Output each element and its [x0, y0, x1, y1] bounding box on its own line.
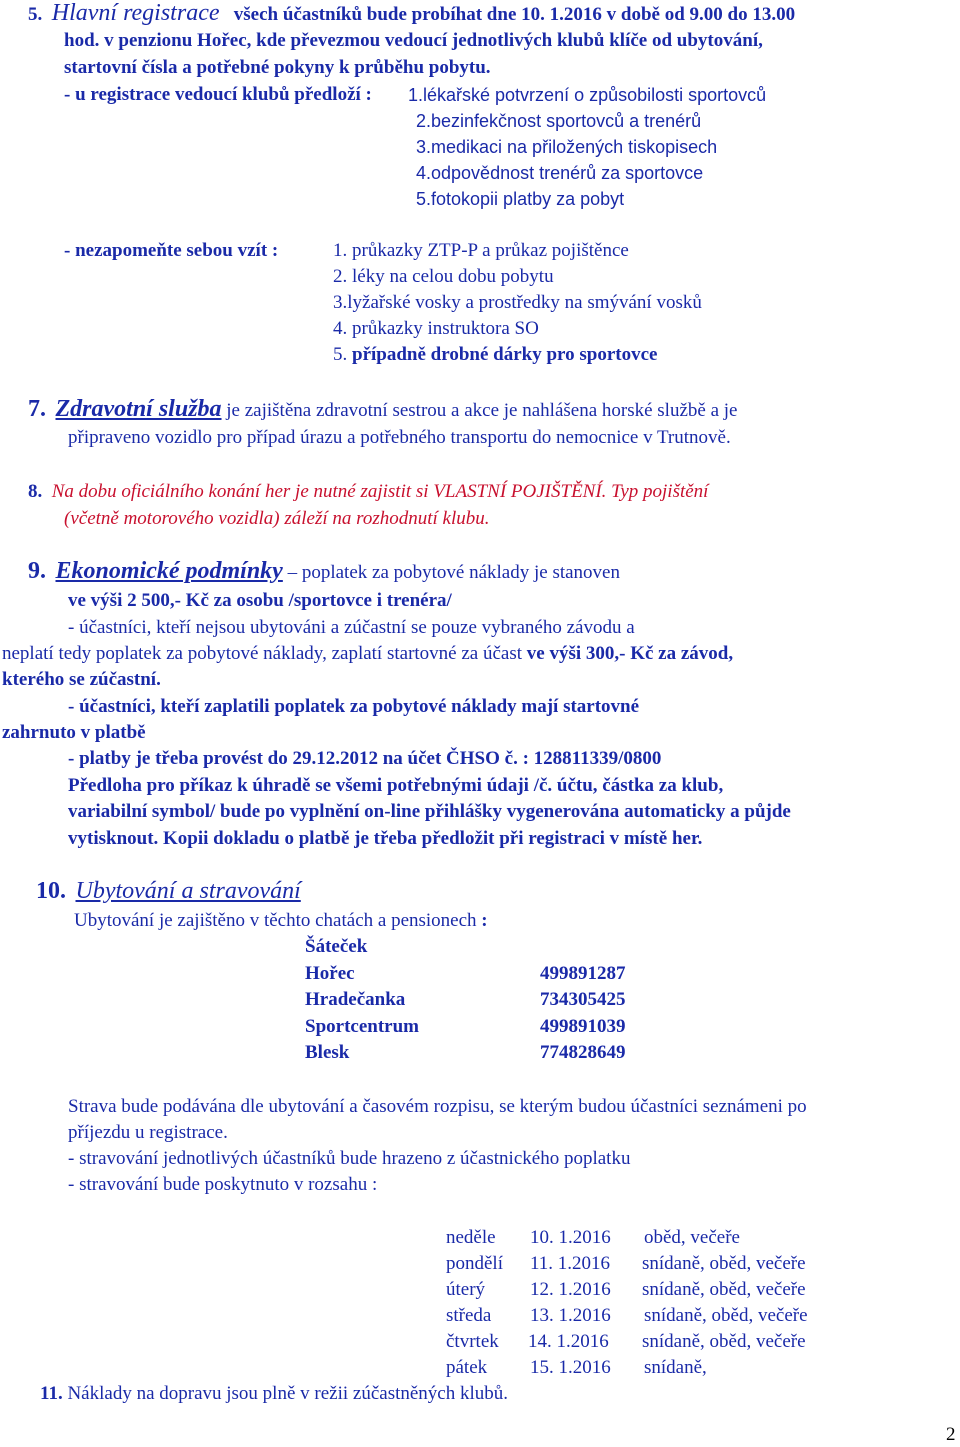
bring-item-5-text: případně drobné dárky pro sportovce: [352, 344, 658, 365]
section-5-line-3: startovní čísla a potřebné pokyny k průběhu pobytu.: [64, 57, 491, 78]
schedule-day: čtvrtek: [446, 1331, 499, 1352]
section-7-title: Zdravotní služba: [55, 396, 222, 422]
section-10-heading: [36, 880, 301, 904]
registration-item-4: 4.odpovědnost trenérů za sportovce: [416, 163, 704, 183]
schedule-date: 12. 1.2016: [530, 1279, 611, 1300]
hotel-phone: 774828649: [540, 1042, 626, 1063]
bring-item-2: 2. léky na celou dobu pobytu: [333, 266, 554, 287]
section-9-line-1: [28, 560, 620, 584]
hotel-name: Šáteček: [305, 936, 368, 957]
section-9-line-5: kterého se zúčastní.: [2, 669, 161, 690]
schedule-day: středa: [446, 1305, 492, 1326]
section-9-number: 9.: [28, 558, 46, 584]
food-line-2: příjezdu u registrace.: [68, 1122, 228, 1143]
section-9-line-2: ve výši 2 500,- Kč za osobu /sportovce i trenéra/: [68, 590, 452, 611]
schedule-meals: snídaně,: [644, 1357, 707, 1378]
section-10-intro-colon: :: [476, 910, 488, 931]
section-9-line-11: vytisknout. Kopii dokladu o platbě je třeba předložit při registraci v místě her.: [68, 828, 703, 849]
section-9-line-10: variabilní symbol/ bude po vyplnění on-line přihlášky vygenerována automaticky a půjde: [68, 801, 791, 822]
page-number: 2: [946, 1424, 956, 1445]
bring-label: - nezapomeňte sebou vzít :: [64, 240, 279, 261]
food-line-4: - stravování bude poskytnuto v rozsahu :: [68, 1174, 378, 1195]
bring-item-5-number: 5.: [333, 344, 348, 365]
schedule-date: 13. 1.2016: [530, 1305, 611, 1326]
bring-item-5: [333, 344, 657, 366]
schedule-date: 11. 1.2016: [530, 1253, 611, 1274]
hotel-name: Sportcentrum: [305, 1016, 419, 1037]
section-8-line-2: (včetně motorového vozidla) záleží na rozhodnutí klubu.: [64, 508, 490, 529]
bring-item-1: 1. průkazky ZTP-P a průkaz pojištěnce: [333, 240, 629, 261]
section-7-line-1: [28, 398, 737, 422]
schedule-date: 10. 1.2016: [530, 1227, 611, 1248]
hotel-phone: 499891287: [540, 963, 626, 984]
registration-item-1: 1.lékařské potvrzení o způsobilosti sportovců: [408, 85, 767, 105]
schedule-day: pondělí: [446, 1253, 503, 1274]
hotel-phone: 734305425: [540, 989, 626, 1010]
section-10-intro-text: Ubytování je zajištěno v těchto chatách a pensionech: [74, 910, 477, 931]
bring-item-4: 4. průkazky instruktora SO: [333, 318, 539, 339]
section-9-line-7: zahrnuto v platbě: [2, 722, 146, 743]
section-7-line-1-text: je zajištěna zdravotní sestrou a akce je nahlášena horské službě a je: [226, 400, 738, 421]
section-5-title: Hlavní registrace: [51, 0, 220, 26]
registration-label: - u registrace vedoucí klubů předloží :: [64, 84, 372, 105]
section-5-line-2: hod. v penzionu Hořec, kde převezmou vedoucí jednotlivých klubů klíče od ubytování,: [64, 30, 763, 51]
section-9-line-1-text: – poplatek za pobytové náklady je stanoven: [287, 562, 620, 583]
section-9-line-9: Předloha pro příkaz k úhradě se všemi potřebnými údaji /č. účtu, částka za klub,: [68, 775, 724, 796]
section-8-line-1-text: Na dobu oficiálního konání her je nutné zajistit si VLASTNÍ POJIŠTĚNÍ. Typ pojištění: [51, 481, 709, 502]
section-5-number: 5.: [28, 4, 43, 25]
section-8-line-1: [28, 481, 708, 503]
food-line-1: Strava bude podávána dle ubytování a časovém rozpisu, se kterým budou účastníci seznámeni po: [68, 1096, 807, 1117]
registration-item-2: 2.bezinfekčnost sportovců a trenérů: [416, 111, 702, 131]
schedule-meals: snídaně, oběd, večeře: [642, 1331, 806, 1352]
schedule-meals: snídaně, oběd, večeře: [644, 1305, 808, 1326]
section-7-number: 7.: [28, 396, 46, 422]
schedule-day: pátek: [446, 1357, 488, 1378]
schedule-date: 14. 1.2016: [528, 1331, 609, 1352]
section-9-line-6: - účastníci, kteří zaplatili poplatek za pobytové náklady mají startovné: [68, 696, 640, 717]
hotel-phone: 499891039: [540, 1016, 626, 1037]
schedule-meals: snídaně, oběd, večeře: [642, 1253, 806, 1274]
schedule-day: úterý: [446, 1279, 486, 1300]
schedule-day: neděle: [446, 1227, 496, 1248]
section-9-line-4: [2, 643, 733, 665]
schedule-meals: snídaně, oběd, večeře: [642, 1279, 806, 1300]
hotel-name: Hořec: [305, 963, 355, 984]
section-10-title: Ubytování a stravování: [75, 878, 301, 904]
section-9-line-3: - účastníci, kteří nejsou ubytováni a zúčastní se pouze vybraného závodu a: [68, 617, 635, 638]
bring-item-3: 3.lyžařské vosky a prostředky na smývání vosků: [333, 292, 702, 313]
schedule-meals: oběd, večeře: [644, 1227, 740, 1248]
section-11-number: 11.: [40, 1383, 63, 1404]
section-10-intro: [74, 910, 488, 932]
section-7-line-2: připraveno vozidlo pro případ úrazu a potřebného transportu do nemocnice v Trutnově.: [68, 427, 731, 448]
section-9-line-4-fee: ve výši 300,- Kč za závod,: [526, 643, 734, 664]
hotel-name: Hradečanka: [305, 989, 406, 1010]
section-8-number: 8.: [28, 481, 43, 502]
section-10-number: 10.: [36, 878, 66, 904]
section-5-line-1: [28, 2, 795, 26]
registration-item-3: 3.medikaci na přiložených tiskopisech: [416, 137, 718, 157]
section-5-line-1-text: všech účastníků bude probíhat dne 10. 1.2016 v době od 9.00 do 13.00: [233, 4, 796, 25]
section-9-line-8: - platby je třeba provést do 29.12.2012 na účet ČHSO č. : 128811339/0800: [68, 748, 662, 769]
section-9-line-4-text: neplatí tedy poplatek za pobytové náklady, zaplatí startovné za účast: [2, 643, 527, 664]
section-11-line: [40, 1383, 508, 1405]
section-11-text: Náklady na dopravu jsou plně v režii zúčastněných klubů.: [67, 1383, 509, 1404]
hotel-name: Blesk: [305, 1042, 350, 1063]
registration-item-5: 5.fotokopii platby za pobyt: [416, 189, 625, 209]
food-line-3: - stravování jednotlivých účastníků bude hrazeno z účastnického poplatku: [68, 1148, 631, 1169]
section-9-title: Ekonomické podmínky: [55, 558, 283, 584]
schedule-date: 15. 1.2016: [530, 1357, 611, 1378]
